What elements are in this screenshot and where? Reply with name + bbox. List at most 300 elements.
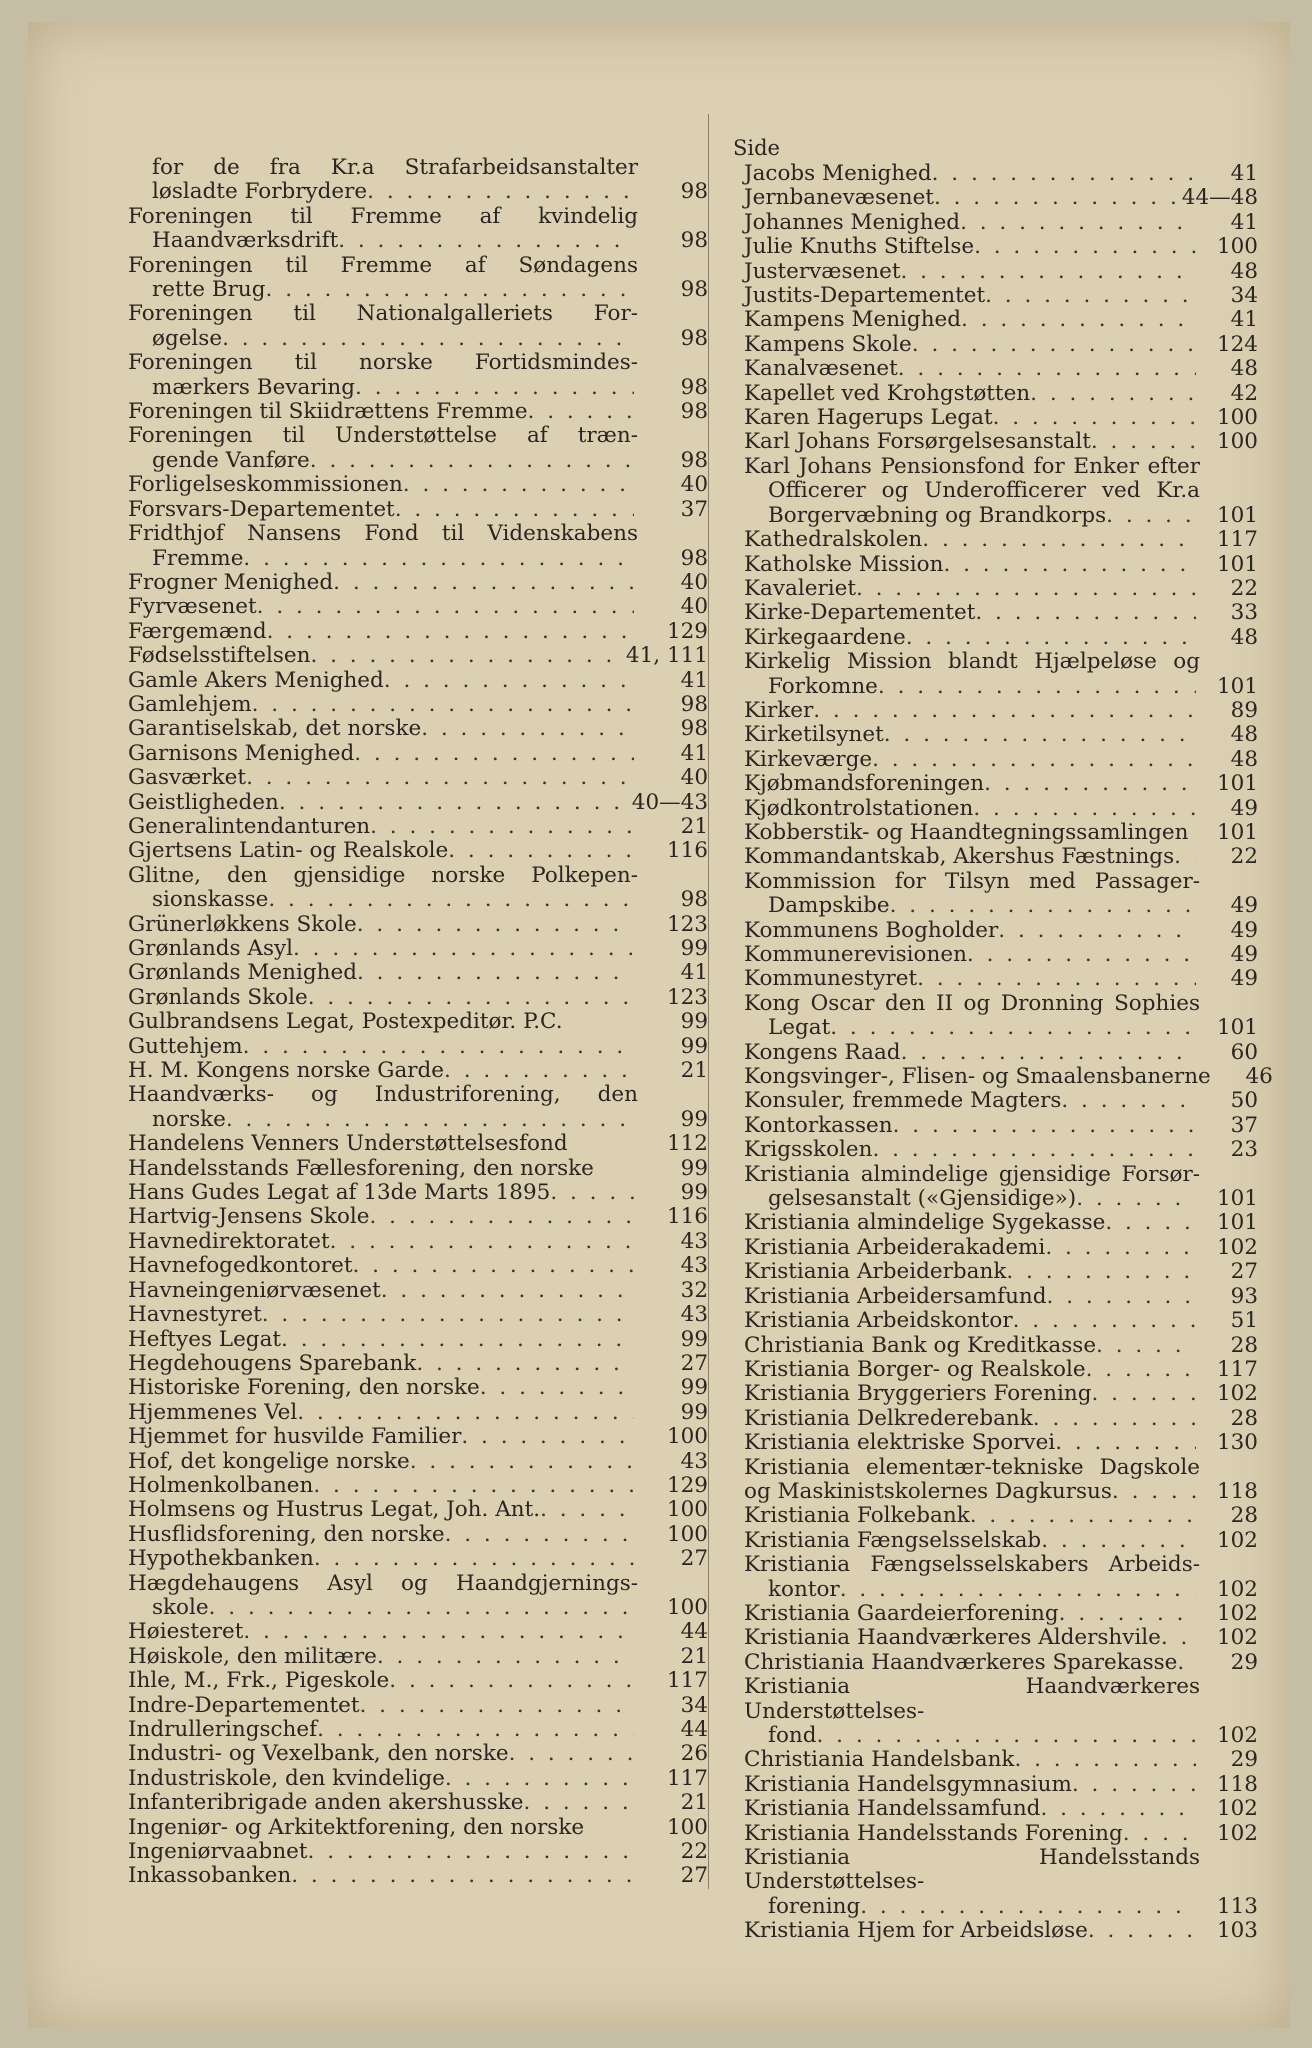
entry-page-number: 40 <box>680 765 708 791</box>
index-entry <box>744 1041 1258 1065</box>
leader-dots <box>444 1059 634 1083</box>
index-entry <box>128 1181 708 1205</box>
entry-title: Kristiania Arbeidersamfund <box>744 1283 1047 1309</box>
entry-page-number: 101 <box>1216 551 1258 577</box>
index-entry <box>128 1279 708 1303</box>
entry-title: Indrulleringschef <box>128 1717 318 1742</box>
entry-page-number: 26 <box>680 1741 708 1767</box>
entry-page-number: 22 <box>1230 575 1258 601</box>
leader-dots <box>1030 382 1196 406</box>
leader-dots <box>917 967 1196 991</box>
entry-title: Karl Johans Forsørgelsesanstalt <box>744 429 1091 455</box>
index-entry <box>744 626 1258 650</box>
index-entry <box>128 400 708 424</box>
left-entry-list <box>128 156 708 1889</box>
entry-page-number: 100 <box>666 1814 708 1840</box>
entry-title: Indre-Departementet <box>128 1692 360 1718</box>
index-entry <box>744 284 1258 308</box>
index-entry <box>128 1791 708 1815</box>
leader-dots <box>297 1401 634 1425</box>
entry-line: Kong Oscar den II og Dronning Sophies <box>744 990 1200 1016</box>
entry-title: Gulbrandsens Legat, Postexpeditør. P.C. <box>128 1009 563 1035</box>
entry-page-number: 29 <box>1230 1649 1258 1675</box>
leader-dots <box>1059 1602 1196 1626</box>
leader-dots <box>900 260 1196 284</box>
leader-dots <box>222 327 634 351</box>
leader-dots <box>384 669 634 693</box>
leader-dots <box>317 1718 634 1742</box>
leader-dots <box>360 1694 634 1718</box>
entry-page-number: 101 <box>1216 673 1258 699</box>
leader-dots <box>872 1138 1196 1162</box>
entry-page-number: 46 <box>1245 1064 1273 1090</box>
entry-line: Fridthjof Nansens Fond til Videnskabens <box>128 521 638 547</box>
entry-title: Katholske Mission <box>744 551 944 577</box>
index-entry <box>128 1352 708 1376</box>
leader-dots <box>243 547 634 571</box>
entry-title: Fremme <box>152 545 244 571</box>
leader-dots <box>967 943 1196 967</box>
entry-title: Kristiania Bryggeriers Forening <box>744 1381 1092 1407</box>
index-entry <box>128 1401 708 1425</box>
entry-line: Glitne, den gjensidige norske Polkepen- <box>128 862 638 888</box>
entry-page-number: 28 <box>1230 1405 1258 1431</box>
entry-title: Kristiania Handelssamfund <box>744 1796 1041 1822</box>
leader-dots <box>856 577 1196 601</box>
leader-dots <box>1161 1626 1196 1650</box>
entry-page-number: 49 <box>1230 795 1258 821</box>
entry-line: Kristiania Handelsstands Understøttelses- <box>744 1845 1200 1895</box>
index-entry <box>128 522 708 571</box>
leader-dots <box>1014 1748 1196 1772</box>
entry-title: Kristiania Folkebank <box>744 1503 970 1529</box>
leader-dots <box>975 601 1196 625</box>
entry-title: Industriskole, den kvindelige <box>128 1765 445 1791</box>
index-entry <box>744 357 1258 381</box>
entry-page-number: 98 <box>680 399 708 425</box>
leader-dots <box>293 937 634 961</box>
leader-dots <box>308 1840 634 1864</box>
entry-line: Kirkelig Mission blandt Hjælpeløse og <box>744 649 1200 675</box>
entry-page-number: 117 <box>1216 527 1258 553</box>
leader-dots <box>395 498 634 522</box>
index-entry <box>744 382 1258 406</box>
index-entry <box>128 1083 708 1132</box>
leader-dots <box>354 742 634 766</box>
entry-page-number: 40 <box>680 569 708 595</box>
index-entry <box>744 992 1258 1041</box>
leader-dots <box>308 986 634 1010</box>
leader-dots <box>898 357 1196 381</box>
entry-title: Kirker <box>744 697 814 723</box>
entry-title: Karen Hagerups Legat <box>744 405 993 431</box>
entry-page-number: 28 <box>1230 1503 1258 1529</box>
leader-dots <box>1177 1651 1196 1675</box>
entry-page-number: 98 <box>680 228 708 254</box>
index-entry <box>128 1450 708 1474</box>
entry-page-number: 49 <box>1230 942 1258 967</box>
leader-dots <box>1086 1358 1196 1382</box>
index-entry <box>744 1504 1258 1528</box>
entry-page-number: 102 <box>1216 1820 1258 1846</box>
entry-title: Kirkeværge <box>744 746 873 772</box>
entry-title: Kirke-Departementet <box>744 600 976 626</box>
leader-dots <box>813 699 1196 723</box>
entry-page-number: 98 <box>680 277 708 303</box>
entry-line: Karl Johans Pensionsfond for Enker efter <box>744 453 1200 479</box>
entry-title: Industri- og Vexelbank, den norske <box>128 1741 509 1767</box>
index-entry <box>128 1376 708 1400</box>
index-entry <box>744 1163 1258 1212</box>
entry-title: Forkomne <box>768 673 878 699</box>
index-entry <box>744 553 1258 577</box>
index-entry <box>744 1089 1258 1113</box>
index-entry <box>128 498 708 522</box>
leader-dots <box>1040 1797 1196 1821</box>
index-entry <box>128 1157 708 1181</box>
index-entry <box>128 961 708 985</box>
entry-title: Høiskole, den militære <box>128 1643 377 1669</box>
entry-title: Kirketilsynet <box>744 722 884 748</box>
entry-page-number: 41 <box>680 667 708 693</box>
entry-page-number: 117 <box>1216 1356 1258 1382</box>
entry-title: mærkers Bevaring <box>152 374 356 400</box>
index-entry <box>744 699 1258 723</box>
index-entry <box>744 1064 1273 1090</box>
index-entry <box>744 1260 1258 1284</box>
entry-line: Kristiania Haandværkeres Understøttelses- <box>744 1674 1200 1724</box>
entry-page-number: 101 <box>1216 1186 1258 1212</box>
entry-title: Garantiselskab, det norske <box>128 716 422 742</box>
index-entry <box>128 1132 708 1156</box>
entry-title: Kapellet ved Krohgstøtten <box>744 380 1031 406</box>
index-entry <box>128 1669 708 1693</box>
leader-dots <box>246 766 634 790</box>
entry-title: Hjemmet for husvilde Familier <box>128 1424 462 1450</box>
leader-dots <box>893 1114 1196 1138</box>
index-entry <box>744 1626 1258 1650</box>
leader-dots <box>1091 1382 1196 1406</box>
entry-page-number: 102 <box>1216 1625 1258 1651</box>
entry-page-number: 98 <box>680 179 708 205</box>
index-entry <box>128 815 708 839</box>
entry-title: Jernbanevæsenet <box>744 185 934 211</box>
leader-dots <box>403 473 634 497</box>
entry-title: Kommunens Bogholder <box>744 917 999 943</box>
entry-page-number: 100 <box>1216 405 1258 431</box>
entry-page-number: 44 <box>680 1619 708 1645</box>
leader-dots <box>906 626 1196 650</box>
index-entry <box>744 1211 1258 1235</box>
entry-title: kontor <box>768 1576 840 1602</box>
leader-dots <box>480 1376 634 1400</box>
leader-dots <box>528 400 634 424</box>
entry-page-number: 100 <box>666 1497 708 1523</box>
index-entry <box>744 211 1258 235</box>
index-entry <box>744 1456 1258 1505</box>
entry-line: Foreningen til Fremme af Søndagens <box>128 252 638 278</box>
entry-line: Kommission for Tilsyn med Passager- <box>744 868 1200 894</box>
index-entry <box>128 742 708 766</box>
leader-dots <box>357 961 634 985</box>
entry-title: Grønlands Skole <box>128 984 308 1010</box>
entry-title: Geistligheden <box>128 789 279 815</box>
leader-dots <box>932 162 1196 186</box>
entry-title: Holmsens og Hustrus Legat, Joh. Ant. <box>128 1497 541 1523</box>
index-entry <box>744 650 1258 699</box>
index-entry <box>744 235 1258 259</box>
entry-title: Kristiania Handelsgymnasium <box>744 1771 1072 1797</box>
entry-title: Kommunestyret <box>744 966 918 992</box>
entry-page-number: 27 <box>680 1863 708 1889</box>
entry-page-number: 44 <box>680 1717 708 1742</box>
entry-page-number: 49 <box>1230 966 1258 992</box>
entry-title: Ingeniør- og Arkitektforening, den norske <box>128 1814 585 1840</box>
index-entry <box>744 1602 1258 1626</box>
leader-dots <box>540 1498 634 1522</box>
leader-dots <box>381 1279 634 1303</box>
entry-title: Johannes Menighed <box>744 209 961 235</box>
index-entry <box>744 1846 1258 1919</box>
index-entry <box>744 943 1258 967</box>
index-entry <box>744 797 1258 821</box>
entry-title: Dampskibe <box>768 893 890 919</box>
leader-dots <box>377 1645 634 1669</box>
entry-title: Gasværket <box>128 765 247 791</box>
entry-title: Krigsskolen <box>744 1137 873 1163</box>
index-entry <box>744 1309 1258 1333</box>
entry-title: Kristiania Hjem for Arbeidsløse <box>744 1918 1088 1944</box>
leader-dots <box>367 180 634 204</box>
entry-page-number: 41, 111 <box>625 643 708 669</box>
leader-dots <box>1105 1211 1196 1235</box>
index-entry <box>744 333 1258 357</box>
entry-page-number: 37 <box>1230 1112 1258 1138</box>
entry-page-number: 101 <box>1216 502 1258 528</box>
index-entry <box>744 870 1258 919</box>
index-entry <box>744 967 1258 991</box>
entry-title: øgelse <box>152 325 223 351</box>
entry-page-number: 50 <box>1230 1088 1258 1114</box>
leader-dots <box>330 1230 634 1254</box>
entry-title: Fødselsstiftelsen <box>128 643 311 669</box>
leader-dots <box>333 571 634 595</box>
entry-title: og Maskinistskolernes Dagkursus <box>744 1478 1112 1504</box>
entry-title: forening <box>768 1893 861 1919</box>
entry-title: Kristiania Arbeiderakademi <box>744 1234 1046 1260</box>
entry-page-number: 98 <box>680 545 708 571</box>
leader-dots <box>352 1254 634 1278</box>
leader-dots <box>1123 1822 1196 1846</box>
entry-title: Kommunerevisionen <box>744 942 967 967</box>
entry-page-number: 43 <box>680 1228 708 1254</box>
entry-title: Kristiania Fængselsselskab <box>744 1527 1042 1553</box>
entry-page-number: 99 <box>680 1180 708 1206</box>
entry-page-number: 116 <box>666 1204 708 1230</box>
index-entry <box>744 723 1258 747</box>
index-entry <box>128 595 708 619</box>
index-entry <box>744 1797 1258 1821</box>
index-entry <box>128 205 708 254</box>
entry-page-number: 37 <box>680 496 708 522</box>
index-entry <box>128 302 708 351</box>
leader-dots <box>830 1016 1196 1040</box>
entry-title: Hans Gudes Legat af 13de Marts 1895 <box>128 1180 551 1206</box>
entry-page-number: 129 <box>666 1472 708 1498</box>
entry-title: Foreningen til Skiidrættens Fremme <box>128 399 528 425</box>
entry-title: Julie Knuths Stiftelse <box>744 234 975 260</box>
entry-page-number: 48 <box>1230 624 1258 650</box>
entry-page-number: 43 <box>680 1448 708 1474</box>
leader-dots <box>872 748 1196 772</box>
leader-dots <box>974 235 1196 259</box>
index-entry <box>744 1114 1258 1138</box>
index-entry <box>128 1767 708 1791</box>
entry-title: Ihle, M., Frk., Pigeskole <box>128 1668 390 1694</box>
entry-page-number: 51 <box>1230 1308 1258 1334</box>
entry-page-number: 22 <box>680 1839 708 1865</box>
leader-dots <box>1088 1919 1196 1943</box>
leader-dots <box>448 839 634 863</box>
entry-title: Kristiania Borger- og Realskole <box>744 1356 1086 1382</box>
entry-title: Inkassobanken <box>128 1863 292 1889</box>
index-entry <box>128 1010 708 1034</box>
index-entry <box>128 1205 708 1229</box>
entry-page-number: 102 <box>1216 1723 1258 1748</box>
leader-dots <box>817 1724 1196 1748</box>
entry-title: Høiesteret <box>128 1619 244 1645</box>
index-entry <box>744 186 1258 210</box>
leader-dots <box>314 1547 634 1571</box>
entry-title: Holmenkolbanen <box>128 1472 314 1498</box>
entry-title: Grønlands Asyl <box>128 936 293 961</box>
leader-dots <box>257 595 634 619</box>
entry-title: Ingeniørvaabnet <box>128 1839 308 1865</box>
leader-dots <box>984 772 1196 796</box>
index-entry <box>128 717 708 741</box>
entry-page-number: 21 <box>680 1790 708 1816</box>
leader-dots <box>993 406 1196 430</box>
index-entry <box>128 1328 708 1352</box>
entry-line: Foreningen til Understøttelse af træn- <box>128 423 638 449</box>
leader-dots <box>310 449 634 473</box>
entry-title: Kristiania elektriske Sporvei <box>744 1430 1056 1456</box>
leader-dots <box>961 308 1196 332</box>
entry-page-number: 100 <box>666 1424 708 1450</box>
entry-page-number: 101 <box>1216 1210 1258 1236</box>
entry-page-number: 98 <box>680 716 708 742</box>
entry-page-number: 41 <box>680 740 708 766</box>
entry-page-number: 101 <box>1216 1015 1258 1041</box>
leader-dots <box>266 278 634 302</box>
index-entry <box>744 748 1258 772</box>
entry-page-number: 22 <box>1230 844 1258 870</box>
entry-page-number: 98 <box>680 691 708 717</box>
entry-page-number: 100 <box>1216 234 1258 260</box>
index-entry <box>744 1431 1258 1455</box>
entry-page-number: 113 <box>1216 1893 1258 1919</box>
index-entry <box>128 473 708 497</box>
leader-dots <box>313 1474 634 1498</box>
entry-title: Kjødkontrolstationen <box>744 795 974 821</box>
entry-page-number: 112 <box>666 1131 708 1157</box>
entry-title: Kampens Menighed <box>744 307 962 333</box>
index-entry <box>744 1138 1258 1162</box>
entry-title: Færgemænd <box>128 618 267 644</box>
leader-dots <box>389 1669 634 1693</box>
entry-title: Handelsstands Fællesforening, den norske <box>128 1155 594 1181</box>
entry-title: Kristiania Arbeiderbank <box>744 1259 1007 1285</box>
entry-page-number: 29 <box>1230 1747 1258 1773</box>
entry-title: Kjøbmandsforeningen <box>744 771 985 797</box>
entry-title: Kristiania Handelsstands Forening <box>744 1820 1123 1846</box>
entry-page-number: 99 <box>680 936 708 961</box>
index-page <box>28 22 1290 2028</box>
leader-dots <box>901 1041 1196 1065</box>
entry-page-number: 48 <box>1230 722 1258 748</box>
index-entry <box>128 693 708 717</box>
index-entry <box>128 1059 708 1083</box>
entry-title: Hjemmenes Vel <box>128 1399 298 1425</box>
entry-page-number: 27 <box>680 1546 708 1572</box>
entry-line: Kristiania almindelige gjensidige Forsør- <box>744 1161 1200 1187</box>
entry-page-number: 44—48 <box>1181 185 1258 211</box>
index-entry <box>128 571 708 595</box>
entry-title: fond <box>768 1723 817 1748</box>
index-entry <box>128 620 708 644</box>
index-entry <box>128 1474 708 1498</box>
index-entry <box>128 1425 708 1449</box>
entry-title: Justits-Departementet <box>744 283 986 309</box>
leader-dots <box>1072 1773 1196 1797</box>
entry-page-number: 21 <box>680 1643 708 1669</box>
entry-title: Infanteribrigade anden akershusske <box>128 1790 524 1816</box>
index-entry <box>744 821 1258 845</box>
index-entry <box>744 1382 1258 1406</box>
entry-page-number: 43 <box>680 1302 708 1328</box>
leader-dots <box>1033 1407 1196 1431</box>
entry-line: Foreningen til Nationalgalleriets For- <box>128 301 638 327</box>
entry-title: norske <box>152 1106 226 1132</box>
index-entry <box>744 772 1258 796</box>
entry-page-number: 98 <box>680 374 708 400</box>
entry-title: Forligelseskommissionen <box>128 472 403 498</box>
index-entry <box>128 424 708 473</box>
entry-title: Grønlands Menighed <box>128 960 357 986</box>
index-entry <box>128 1523 708 1547</box>
entry-page-number: 117 <box>666 1668 708 1694</box>
leader-dots <box>416 1352 634 1376</box>
leader-dots <box>998 919 1196 943</box>
leader-dots <box>1006 1260 1196 1284</box>
leader-dots <box>1174 845 1196 869</box>
leader-dots <box>262 1303 634 1327</box>
leader-dots <box>291 1864 634 1888</box>
entry-page-number: 41 <box>1230 161 1258 186</box>
index-entry <box>744 1919 1258 1943</box>
entry-page-number: 99 <box>680 1399 708 1425</box>
index-entry <box>128 1645 708 1669</box>
entry-page-number: 99 <box>680 1033 708 1059</box>
index-entry <box>744 1285 1258 1309</box>
index-entry <box>744 1358 1258 1382</box>
leader-dots <box>226 1108 634 1132</box>
entry-page-number: 41 <box>680 960 708 986</box>
entry-title: Christiania Bank og Kreditkasse <box>744 1332 1097 1358</box>
entry-title: Hegdehougens Sparebank <box>128 1350 417 1376</box>
leader-dots <box>922 528 1196 552</box>
entry-title: Kristiania almindelige Sygekasse <box>744 1210 1106 1236</box>
